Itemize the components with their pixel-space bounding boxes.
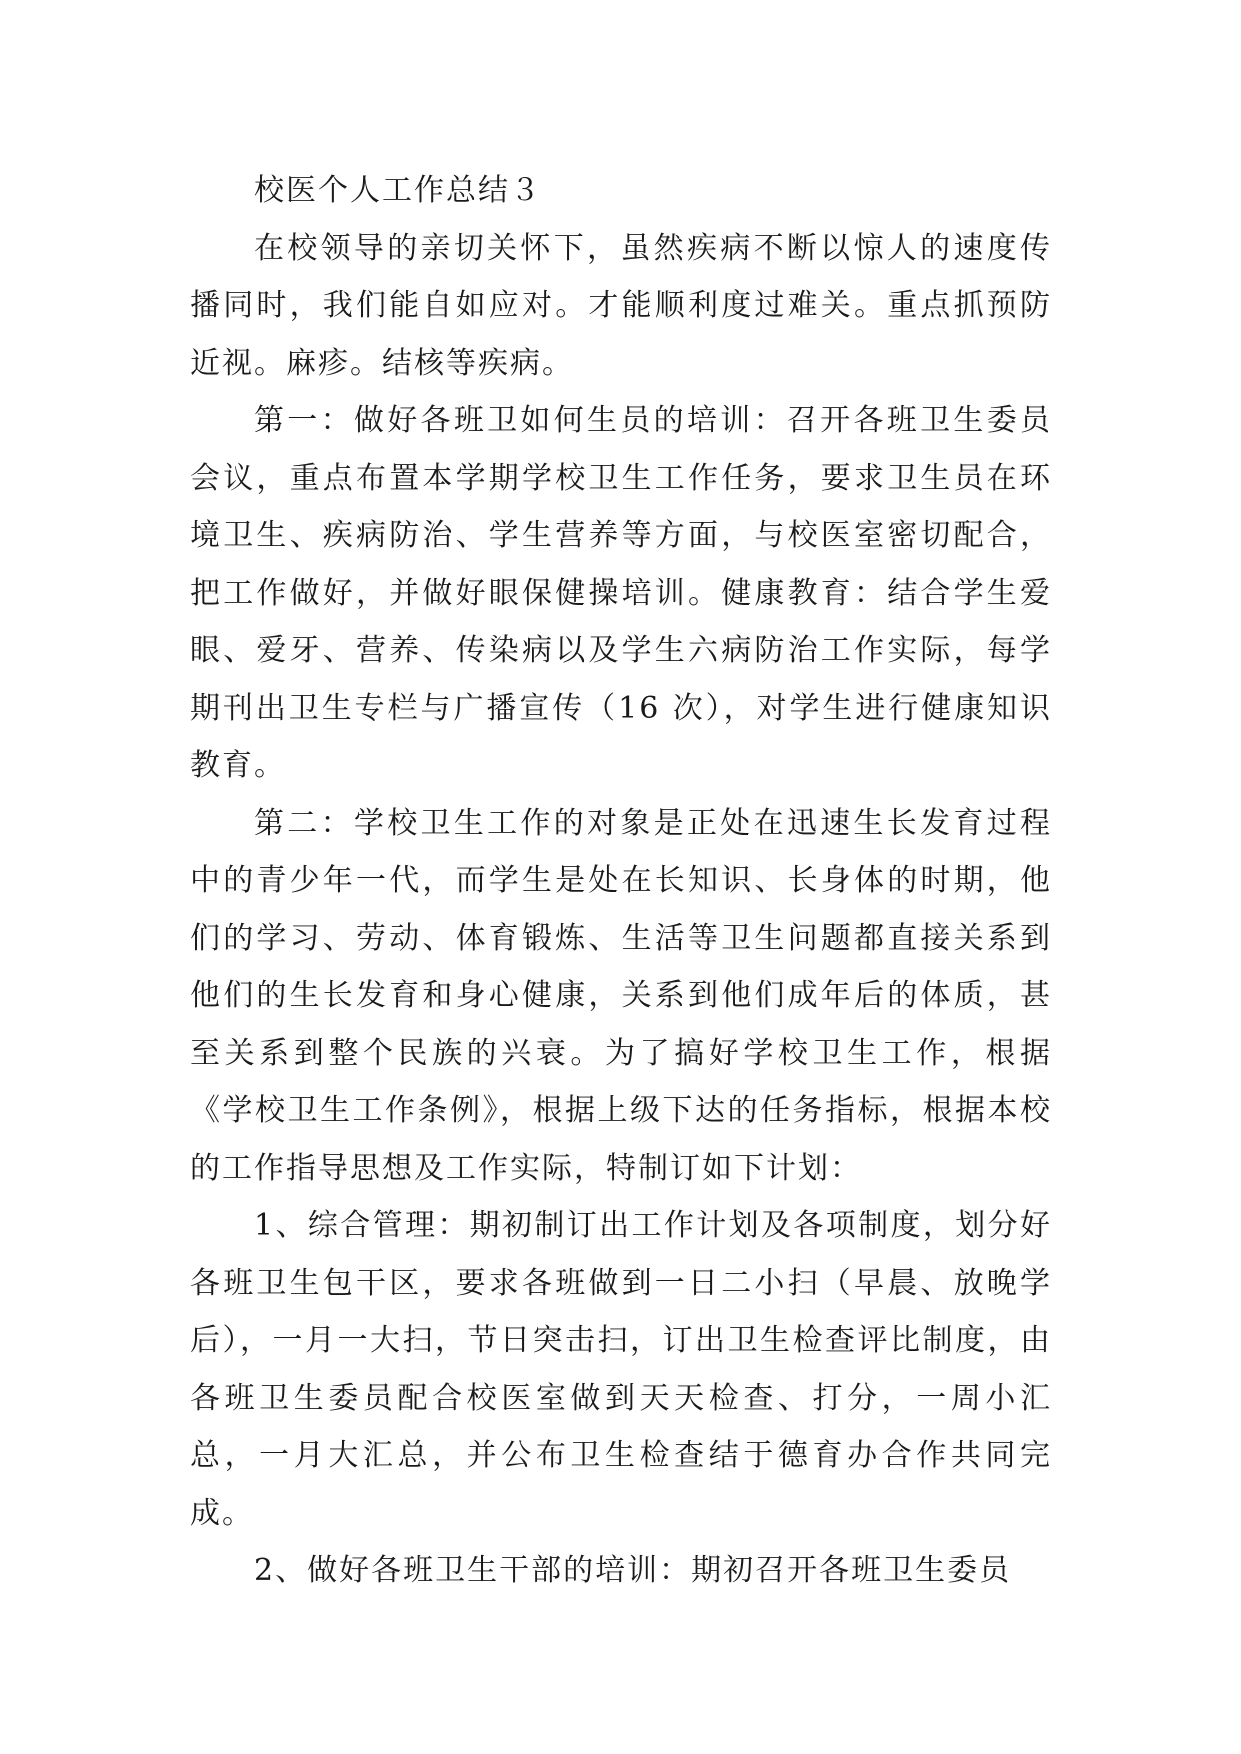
paragraph-first: 第一：做好各班卫如何生员的培训：召开各班卫生委员会议，重点布置本学期学校卫生工作任务，要求卫生员在环境卫生、疾病防治、学生营养等方面，与校医室密切配合，把工作做好，并做好眼保健操培训。健康教育：结合学生爱眼、爱牙、营养、传染病以及学生六病防治工作实际，每学期刊出卫生专栏与广播宣传（16 次），对学生进行健康知识教育。: [190, 403, 1052, 783]
paragraph-item-1: 1、综合管理：期初制订出工作计划及各项制度，划分好各班卫生包干区，要求各班做到一日二小扫（早晨、放晚学后），一月一大扫，节日突击扫，订出卫生检查评比制度，由各班卫生委员配合校医室做到天天检查、打分，一周小汇总，一月大汇总，并公布卫生检查结于德育办合作共同完成。: [190, 1208, 1052, 1531]
document-title: 校医个人工作总结３: [254, 173, 542, 208]
document-body: [190, 162, 1052, 1600]
paragraph-intro: 在校领导的亲切关怀下，虽然疾病不断以惊人的速度传播同时，我们能自如应对。才能顺利度过难关。重点抓预防近视。麻疹。结核等疾病。: [190, 230, 1052, 381]
paragraph-second: 第二：学校卫生工作的对象是正处在迅速生长发育过程中的青少年一代，而学生是处在长知识、长身体的时期，他们的学习、劳动、体育锻炼、生活等卫生问题都直接关系到他们的生长发育和身心健康，关系到他们成年后的体质，甚至关系到整个民族的兴衰。为了搞好学校卫生工作，根据《学校卫生工作条例》，根据上级下达的任务指标，根据本校的工作指导思想及工作实际，特制订如下计划：: [190, 805, 1052, 1186]
paragraph-item-2: 2、做好各班卫生干部的培训：期初召开各班卫生委员: [254, 1553, 1012, 1588]
